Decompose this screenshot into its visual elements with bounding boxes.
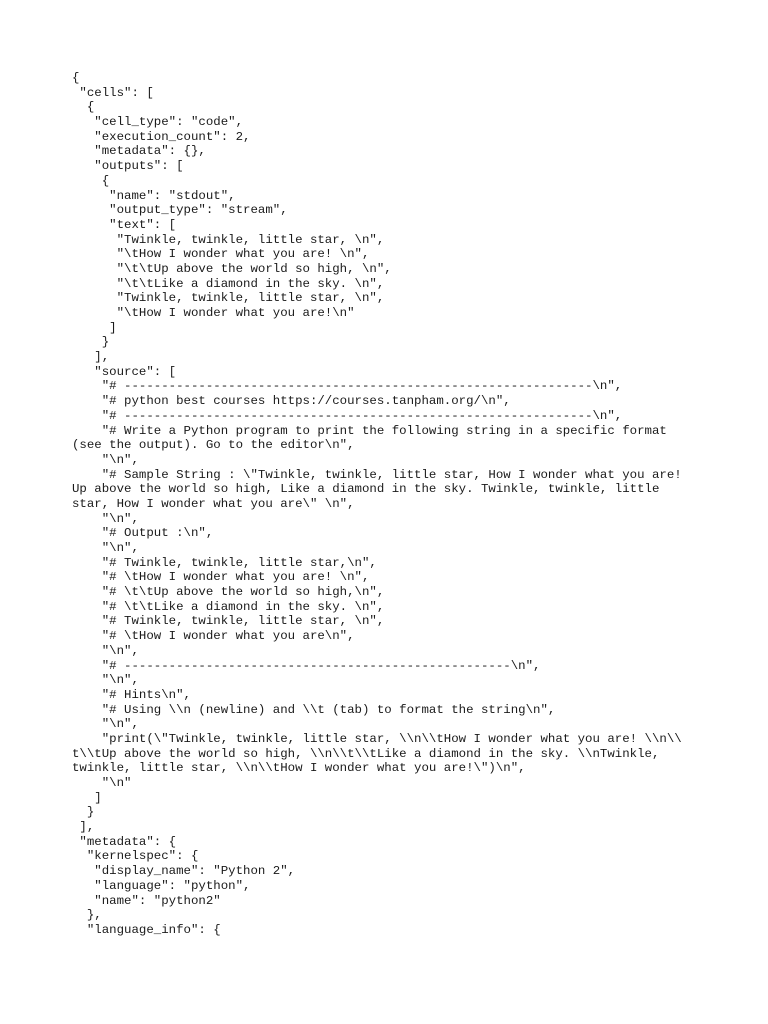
code-line: "\n", bbox=[72, 541, 139, 555]
code-line: "metadata": { bbox=[72, 834, 177, 849]
code-line: "output_type": "stream", bbox=[72, 203, 288, 218]
code-line: "\tHow I wonder what you are! \n", bbox=[72, 247, 370, 262]
code-line: { bbox=[72, 100, 95, 115]
code-line: "\n", bbox=[72, 673, 139, 688]
code-line: "# Sample String : \"Twinkle, twinkle, little star, How I wonder what you are! bbox=[72, 467, 682, 482]
code-line: "\n", bbox=[72, 643, 139, 658]
code-line: "# \tHow I wonder what you are\n", bbox=[72, 629, 355, 644]
code-line: "\tHow I wonder what you are!\n" bbox=[72, 306, 355, 320]
code-line: "cells": [ bbox=[72, 85, 154, 100]
code-line: "\n" bbox=[72, 776, 132, 790]
code-line: "\n", bbox=[72, 511, 139, 526]
code-line: "language": "python", bbox=[72, 878, 251, 893]
code-line: "\t\tLike a diamond in the sky. \n", bbox=[72, 276, 385, 291]
code-line: "# Using \\n (newline) and \\t (tab) to format the string\n", bbox=[72, 702, 556, 717]
code-line: "\n", bbox=[72, 717, 139, 732]
code-line: "text": [ bbox=[72, 217, 177, 232]
code-line: { bbox=[72, 173, 110, 188]
code-line: "metadata": {}, bbox=[72, 144, 206, 159]
code-line: twinkle, little star, \\n\\tHow I wonder what you are!\")\n", bbox=[72, 761, 526, 776]
code-line: "# Write a Python program to print the following string in a specific format bbox=[72, 423, 667, 438]
code-line: "display_name": "Python 2", bbox=[72, 864, 296, 879]
code-line: ], bbox=[72, 350, 110, 365]
code-line: }, bbox=[72, 908, 102, 923]
code-line: "cell_type": "code", bbox=[72, 115, 244, 130]
code-line: ] bbox=[72, 790, 102, 805]
code-line: "Twinkle, twinkle, little star, \n", bbox=[72, 232, 385, 247]
code-line: "language_info": { bbox=[72, 922, 221, 937]
code-line: "# Twinkle, twinkle, little star, \n", bbox=[72, 614, 385, 629]
code-line: "# ----------------------------------------------------\n", bbox=[72, 658, 541, 673]
code-line: "# Hints\n", bbox=[72, 687, 191, 702]
code-line: "\n", bbox=[72, 452, 139, 467]
code-line: "# ---------------------------------------------------------------\n", bbox=[72, 379, 623, 394]
code-line: "# python best courses https://courses.tanpham.org/\n", bbox=[72, 394, 511, 409]
code-line: (see the output). Go to the editor\n", bbox=[72, 438, 355, 453]
code-line: "# Output :\n", bbox=[72, 526, 214, 541]
code-line: "name": "python2" bbox=[72, 893, 221, 908]
code-line: t\\tUp above the world so high, \\n\\t\\tLike a diamond in the sky. \\nTwinkle, bbox=[72, 746, 660, 761]
code-line: "execution_count": 2, bbox=[72, 129, 251, 144]
document-page bbox=[72, 71, 696, 938]
code-line: "source": [ bbox=[72, 364, 177, 379]
notebook-json-text bbox=[72, 71, 696, 938]
code-line: "name": "stdout", bbox=[72, 188, 236, 203]
code-line: "\t\tUp above the world so high, \n", bbox=[72, 261, 392, 276]
code-line: } bbox=[72, 805, 95, 820]
code-line: { bbox=[72, 71, 80, 85]
code-line: "kernelspec": { bbox=[72, 849, 199, 864]
code-line: "outputs": [ bbox=[72, 159, 184, 174]
code-line: "Twinkle, twinkle, little star, \n", bbox=[72, 291, 385, 306]
code-line: "# \t\tUp above the world so high,\n", bbox=[72, 585, 385, 600]
code-line: "# Twinkle, twinkle, little star,\n", bbox=[72, 555, 377, 570]
code-line: "# \t\tLike a diamond in the sky. \n", bbox=[72, 599, 385, 614]
code-line: Up above the world so high, Like a diamond in the sky. Twinkle, twinkle, little bbox=[72, 482, 660, 497]
code-line: "print(\"Twinkle, twinkle, little star, \\n\\tHow I wonder what you are! \\n\\ bbox=[72, 731, 682, 746]
code-line: star, How I wonder what you are\" \n", bbox=[72, 496, 355, 511]
code-line: "# \tHow I wonder what you are! \n", bbox=[72, 570, 370, 585]
code-line: } bbox=[72, 335, 110, 350]
code-line: ] bbox=[72, 320, 117, 335]
code-line: ], bbox=[72, 820, 95, 835]
code-line: "# ---------------------------------------------------------------\n", bbox=[72, 408, 623, 423]
